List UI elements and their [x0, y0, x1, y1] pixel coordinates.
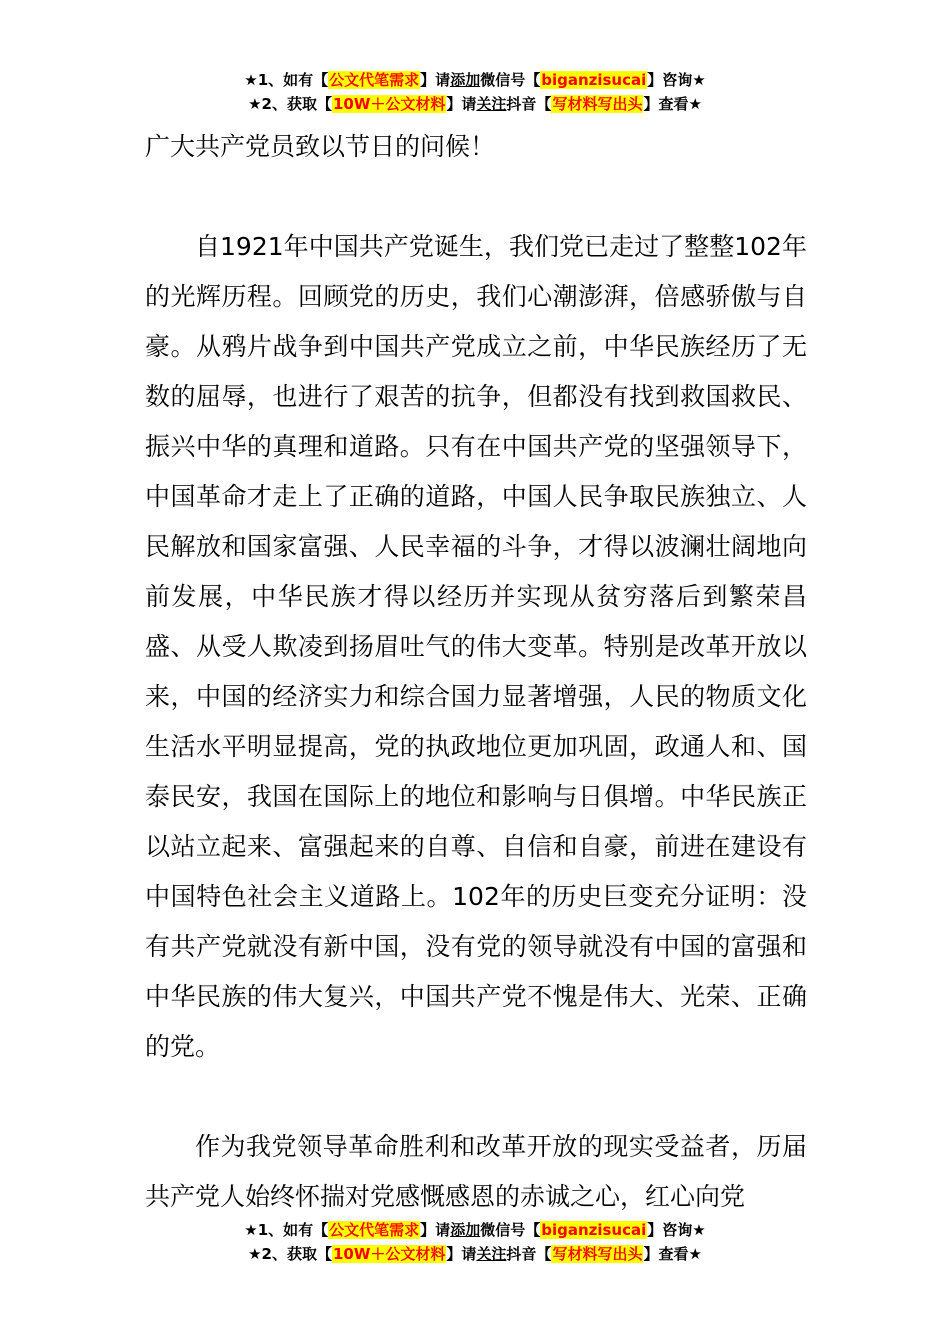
banner-text: 】查看★	[643, 95, 702, 113]
banner-text: 】请	[420, 1221, 451, 1239]
underlined-text: 添加	[450, 1221, 481, 1239]
banner-line-2	[0, 92, 950, 116]
banner-text: ★1、如有【	[244, 71, 329, 89]
highlight-douyin-account: 写材料写出头	[552, 1245, 643, 1263]
highlight-service: 公文代笔需求	[329, 1221, 420, 1239]
header-banner	[0, 68, 950, 116]
banner-line-1	[0, 68, 950, 92]
underlined-text: 关注	[476, 95, 507, 113]
underlined-text: 关注	[476, 1245, 507, 1263]
highlight-materials: 10W＋公文材料	[332, 1245, 446, 1263]
banner-text: 】请	[420, 71, 451, 89]
paragraph: 自1921年中国共产党诞生，我们党已走过了整整102年的光辉历程。回顾党的历史，我们心潮澎湃，倍感骄傲与自豪。从鸦片战争到中国共产党成立之前，中华民族经历了无数的屈辱，也进行了艰苦的抗争，但都没有找到救国救民、振兴中华的真理和道路。只有在中国共产党的坚强领导下，中国革命才走上了正确的道路，中国人民争取民族独立、人民解放和国家富强、人民幸福的斗争，才得以波澜壮阔地向前发展，中华民族才得以经历并实现从贫穷落后到繁荣昌盛、从受人欺凌到扬眉吐气的伟大变革。特别是改革开放以来，中国的经济实力和综合国力显著增强，人民的物质文化生活水平明显提高，党的执政地位更加巩固，政通人和、国泰民安，我国在国际上的地位和影响与日俱增。中华民族正以站立起来、富强起来的自尊、自信和自豪，前进在建设有中国特色社会主义道路上。102年的历史巨变充分证明：没有共产党就没有新中国，没有党的领导就没有中国的富强和中华民族的伟大复兴，中国共产党不愧是伟大、光荣、正确的党。	[145, 232, 807, 1061]
highlight-douyin-account: 写材料写出头	[552, 95, 643, 113]
highlight-wechat-id: biganzisucai	[541, 1221, 647, 1239]
banner-text: 】咨询★	[647, 71, 706, 89]
paragraph-gap	[145, 172, 807, 222]
banner-text: 】请	[446, 95, 477, 113]
banner-text: 】查看★	[643, 1245, 702, 1263]
banner-text: ★2、获取【	[248, 95, 332, 113]
banner-text: 微信号【	[480, 1221, 541, 1239]
banner-text: 抖音【	[506, 1245, 552, 1263]
highlight-wechat-id: biganzisucai	[541, 71, 647, 89]
highlight-materials: 10W＋公文材料	[332, 95, 446, 113]
paragraph: 作为我党领导革命胜利和改革开放的现实受益者，历届共产党人始终怀揣对党感慨感恩的赤诚之心，红心向党	[145, 1132, 807, 1211]
footer-banner	[0, 1218, 950, 1266]
banner-line-1	[0, 1218, 950, 1242]
document-body	[145, 122, 807, 1222]
banner-line-2	[0, 1242, 950, 1266]
banner-text: ★1、如有【	[244, 1221, 329, 1239]
paragraph-gap	[145, 1072, 807, 1122]
banner-text: 微信号【	[480, 71, 541, 89]
paragraph: 广大共产党员致以节日的问候！	[145, 132, 496, 161]
banner-text: ★2、获取【	[248, 1245, 332, 1263]
highlight-service: 公文代笔需求	[329, 71, 420, 89]
underlined-text: 添加	[450, 71, 481, 89]
banner-text: 】请	[446, 1245, 477, 1263]
banner-text: 】咨询★	[647, 1221, 706, 1239]
banner-text: 抖音【	[506, 95, 552, 113]
